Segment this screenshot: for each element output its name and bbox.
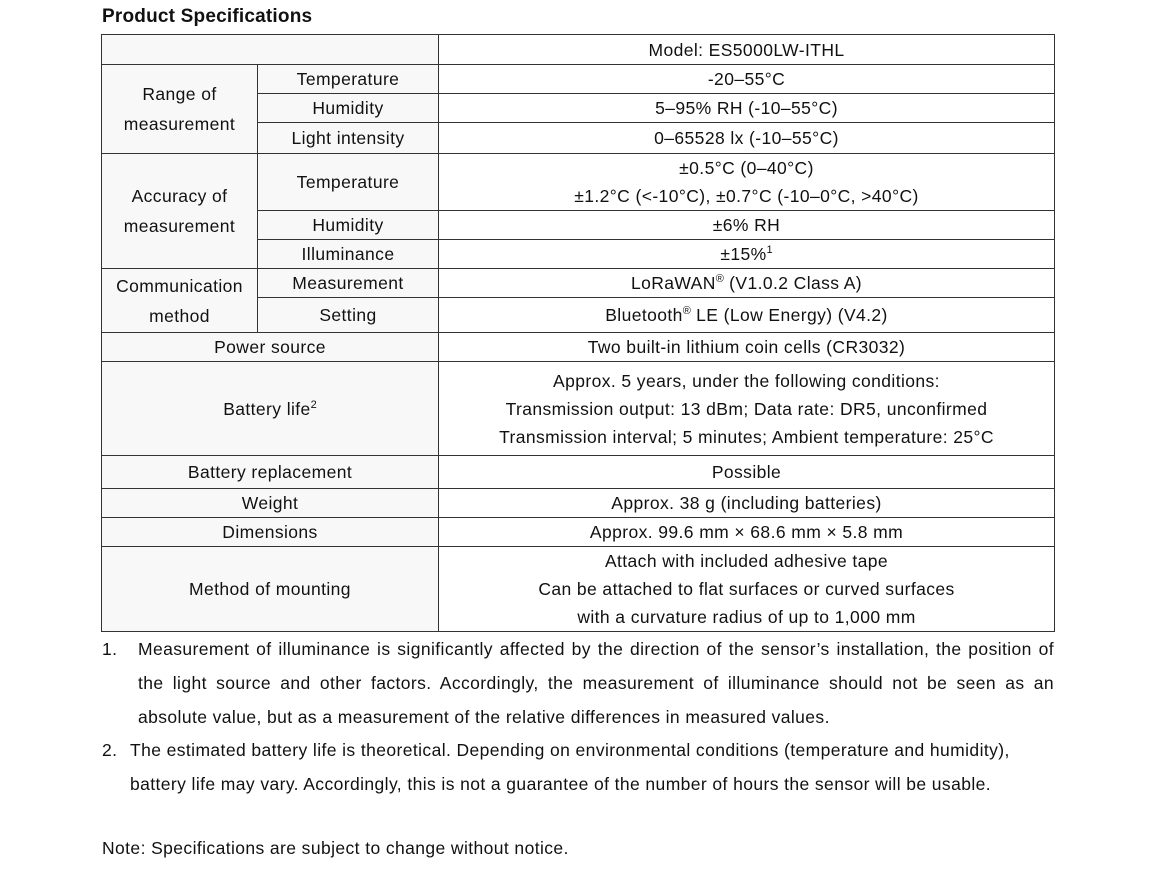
weight-label: Weight [102, 489, 439, 518]
table-row [102, 35, 1055, 65]
footnote-2-line-1: The estimated battery life is theoretical. Depending on environmental conditions (temperature and humidity), [130, 740, 1010, 760]
range-humidity-value: 5–95% RH (-10–55°C) [439, 94, 1055, 123]
communication-setting-value [439, 298, 1055, 333]
bluetooth-text: Bluetooth [605, 305, 683, 325]
table-row [102, 518, 1055, 547]
page-title: Product Specifications [102, 6, 313, 27]
battery-life-value-line-3: Transmission interval; 5 minutes; Ambient temperature: 25°C [499, 426, 994, 447]
communication-measurement-label: Measurement [258, 269, 439, 298]
range-group-label-line-2: measurement [123, 114, 236, 134]
footnote-1-number: 1. [102, 639, 118, 659]
communication-group-label-line-1: Communication [116, 275, 243, 296]
footnote-2 [102, 733, 1062, 801]
battery-life-value-line-1: Approx. 5 years, under the following conditions: [553, 370, 940, 391]
range-humidity-label: Humidity [258, 94, 439, 123]
range-light-label: Light intensity [258, 123, 439, 154]
footnote-2-number: 2. [102, 740, 118, 760]
footnote-2-text [130, 733, 1062, 801]
mounting-value-line-2: Can be attached to flat surfaces or curved surfaces [538, 579, 955, 599]
accuracy-temperature-value [439, 154, 1055, 211]
table-row [102, 489, 1055, 518]
range-temperature-label: Temperature [258, 65, 439, 94]
table-row [102, 154, 1055, 211]
power-source-value: Two built-in lithium coin cells (CR3032) [439, 333, 1055, 362]
table-row [102, 362, 1055, 456]
battery-life-label-text: Battery life [223, 398, 311, 419]
bluetooth-version-text: LE (Low Energy) (V4.2) [690, 305, 888, 325]
lorawan-text: LoRaWAN [630, 273, 716, 293]
mounting-value [439, 547, 1055, 632]
battery-life-value-line-2: Transmission output: 13 dBm; Data rate: DR5, unconfirmed [505, 398, 988, 419]
battery-replacement-label: Battery replacement [102, 456, 439, 489]
accuracy-temperature-value-line-1: ±0.5°C (0–40°C) [679, 158, 814, 178]
table-row [102, 456, 1055, 489]
dimensions-label: Dimensions [102, 518, 439, 547]
footnote-1-text: Measurement of illuminance is significantly affected by the direction of the sensor’s installation, the position of the light source and other factors. Accordingly, the measurement of illuminance should not be seen as an absolute value, but as a measurement of the relative differences in measured values. [138, 639, 1054, 727]
registered-mark: ® [682, 305, 691, 317]
illuminance-value-text: ±15% [720, 244, 767, 264]
range-group-label [102, 65, 258, 154]
accuracy-group-label-line-2: measurement [123, 216, 236, 236]
accuracy-illuminance-label: Illuminance [258, 240, 439, 269]
communication-measurement-value [439, 269, 1055, 298]
battery-replacement-value: Possible [439, 456, 1055, 489]
accuracy-humidity-value: ±6% RH [439, 211, 1055, 240]
table-row [102, 333, 1055, 362]
table-row [102, 547, 1055, 632]
communication-group-label [102, 269, 258, 333]
footnote-ref-1: 1 [766, 244, 773, 256]
lorawan-version-text: (V1.0.2 Class A) [723, 273, 863, 293]
dimensions-value: Approx. 99.6 mm × 68.6 mm × 5.8 mm [439, 518, 1055, 547]
footnote-ref-2: 2 [310, 398, 317, 411]
spec-table [101, 34, 1055, 632]
communication-setting-label: Setting [258, 298, 439, 333]
battery-life-label [102, 362, 439, 456]
registered-mark: ® [715, 273, 724, 285]
header-empty-cell [102, 35, 439, 65]
footnote-2-line-2: battery life may vary. Accordingly, this is not a guarantee of the number of hours the sensor will be usable. [130, 774, 992, 794]
mounting-value-line-1: Attach with included adhesive tape [604, 551, 889, 571]
accuracy-group-label-line-1: Accuracy of [131, 186, 228, 206]
accuracy-humidity-label: Humidity [258, 211, 439, 240]
range-group-label-line-1: Range of [142, 84, 217, 104]
weight-value: Approx. 38 g (including batteries) [439, 489, 1055, 518]
model-header: Model: ES5000LW-ITHL [439, 35, 1055, 65]
mounting-label: Method of mounting [102, 547, 439, 632]
accuracy-group-label [102, 154, 258, 269]
power-source-label: Power source [102, 333, 439, 362]
disclaimer-note: Note: Specifications are subject to change without notice. [102, 838, 569, 858]
footnote-1 [102, 632, 1054, 734]
range-temperature-value: -20–55°C [439, 65, 1055, 94]
mounting-value-line-3: with a curvature radius of up to 1,000 mm [577, 607, 916, 627]
battery-life-value [439, 362, 1055, 456]
accuracy-temperature-label: Temperature [258, 154, 439, 211]
table-row [102, 65, 1055, 94]
accuracy-temperature-value-line-2: ±1.2°C (<-10°C), ±0.7°C (-10–0°C, >40°C) [574, 186, 919, 206]
table-row [102, 269, 1055, 298]
accuracy-illuminance-value [439, 240, 1055, 269]
communication-group-label-line-2: method [149, 305, 210, 326]
range-light-value: 0–65528 lx (-10–55°C) [439, 123, 1055, 154]
